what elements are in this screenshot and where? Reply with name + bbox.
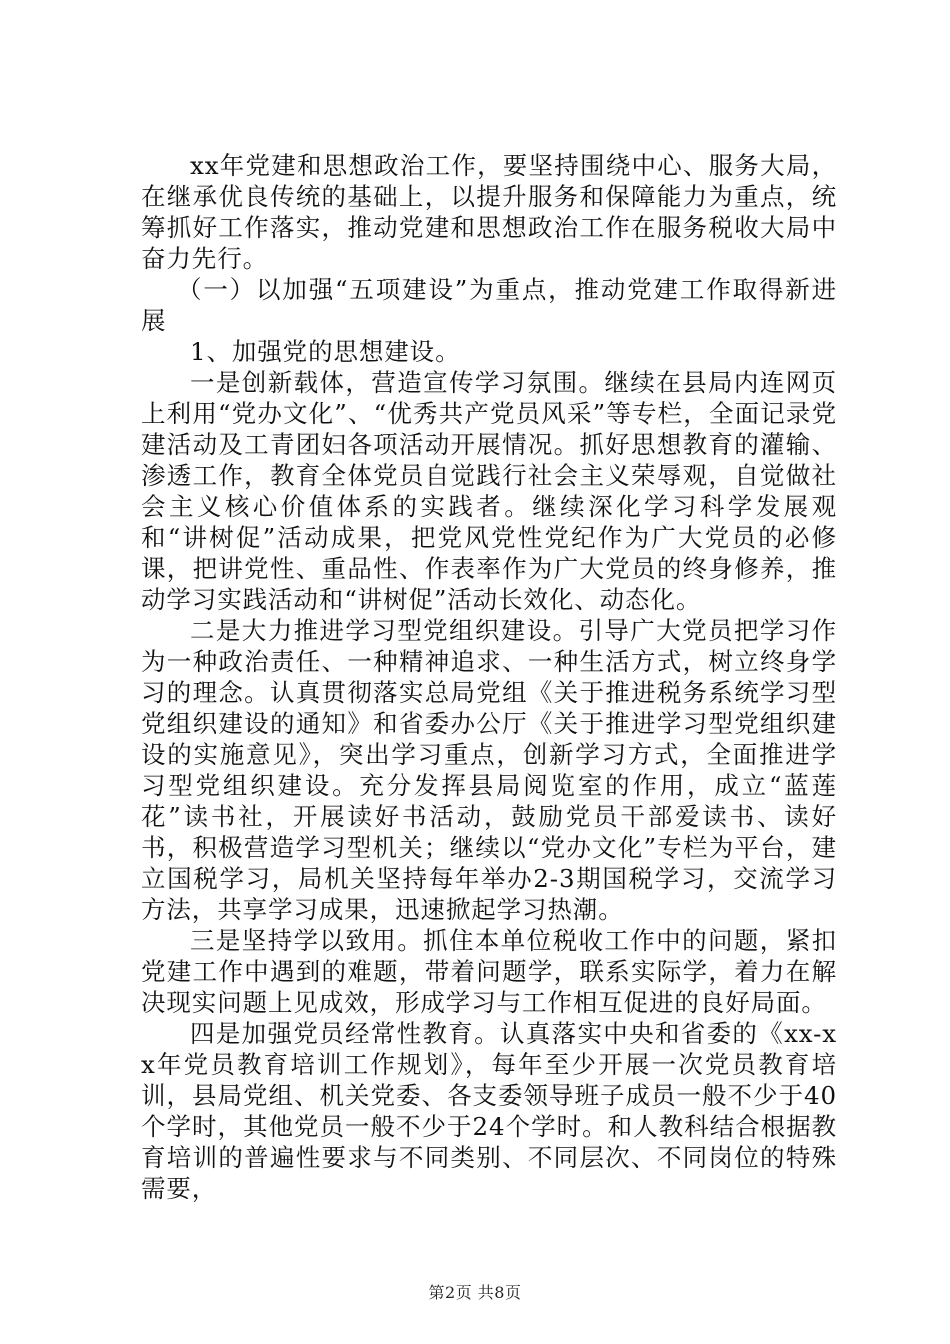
item-heading: 1、加强党的思想建设。 bbox=[190, 337, 461, 366]
paragraph-point-4: 四是加强党员经常性教育。认真落实中央和省委的《xx-xx年党员教育培训工作规划》，每年至少开展一次党员教育培训，县局党组、机关党委、各支委领导班子成员一般不少于40个学时，其他党员一般不少于24个学时。和人教科结合根据教育培训的普遍性要求与不同类别、不同层次、不同岗位的特殊需要， bbox=[141, 1019, 837, 1203]
page-number-footer: 第2页 共8页 bbox=[428, 1283, 522, 1302]
document-body bbox=[141, 150, 837, 1204]
section-heading: （一）以加强“五项建设”为重点，推动党建工作取得新进展 bbox=[141, 275, 837, 335]
paragraph-point-1: 一是创新载体，营造宣传学习氛围。继续在县局内连网页上利用“党办文化”、“优秀共产党员风采”等专栏，全面记录党建活动及工青团妇各项活动开展情况。抓好思想教育的灌输、渗透工作，教育全体党员自觉践行社会主义荣辱观，自觉做社会主义核心价值体系的实践者。继续深化学习科学发展观和“讲树促”活动成果，把党风党性党纪作为广大党员的必修课，把讲党性、重品性、作表率作为广大党员的终身修养，推动学习实践活动和“讲树促”活动长效化、动态化。 bbox=[141, 368, 837, 614]
intro-paragraph: xx年党建和思想政治工作，要坚持围绕中心、服务大局，在继承优良传统的基础上，以提升服务和保障能力为重点，统筹抓好工作落实，推动党建和思想政治工作在服务税收大局中奋力先行。 bbox=[141, 151, 837, 273]
paragraph-point-2: 二是大力推进学习型党组织建设。引导广大党员把学习作为一种政治责任、一种精神追求、一种生活方式，树立终身学习的理念。认真贯彻落实总局党组《关于推进税务系统学习型党组织建设的通知》和省委办公厅《关于推进学习型党组织建设的实施意见》，突出学习重点，创新学习方式，全面推进学习型党组织建设。充分发挥县局阅览室的作用，成立“蓝莲花”读书社，开展读好书活动，鼓励党员干部爱读书、读好书，积极营造学习型机关；继续以“党办文化”专栏为平台，建立国税学习，局机关坚持每年举办2-3期国税学习，交流学习方法，共享学习成果，迅速掀起学习热潮。 bbox=[141, 616, 837, 924]
paragraph-point-3: 三是坚持学以致用。抓住本单位税收工作中的问题，紧扣党建工作中遇到的难题，带着问题学，联系实际学，着力在解决现实问题上见成效，形成学习与工作相互促进的良好局面。 bbox=[141, 926, 837, 1017]
